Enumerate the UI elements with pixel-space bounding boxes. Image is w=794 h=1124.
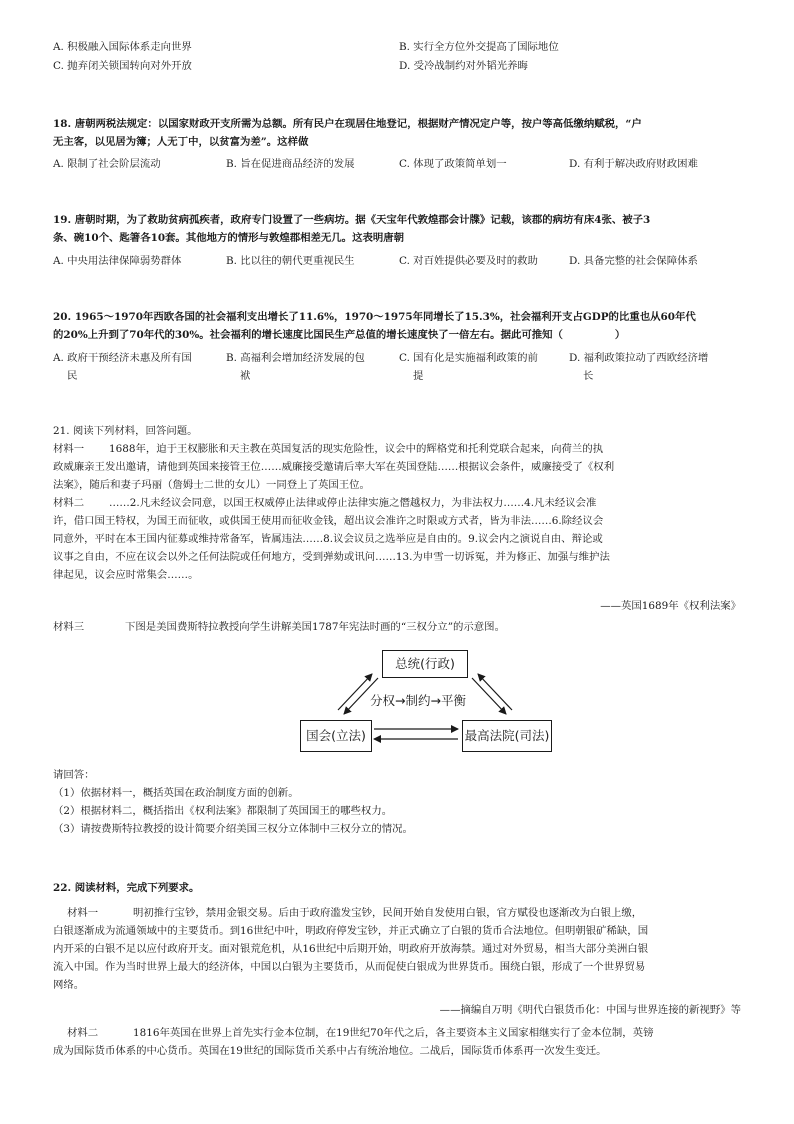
q21-material2-line3: 同意外，平时在本王国内征募或维持常备军，皆属违法……8.议会议员之选举应是自由的。9.议会内之演说自由、辩论或 <box>53 533 603 545</box>
q21-material1-line3: 法案》，随后和妻子玛丽（詹姆士二世的女儿）一同登上了英国王位。 <box>53 479 370 491</box>
executive-box: 总统(行政) <box>382 650 468 678</box>
legislative-box: 国会(立法) <box>300 720 372 752</box>
question-19 <box>53 211 753 247</box>
q22-material2 <box>53 1024 745 1060</box>
q19-option-b[interactable]: B. 比以往的朝代更重视民生 <box>226 255 355 267</box>
q20-option-c[interactable]: C. 国有化是实施福利政策的前 提 <box>399 352 538 382</box>
question-21 <box>53 422 745 584</box>
q22-material1-label: 材料一 <box>67 907 99 919</box>
q21-material1-line1: 1688年，迫于王权膨胀和天主教在英国复活的现实危险性，议会中的辉格党和托利党联合起来，向荷兰的执 <box>109 443 604 455</box>
separation-of-powers-diagram <box>298 648 552 764</box>
q17-options-row1 <box>53 38 753 56</box>
q19-options <box>53 252 773 270</box>
q22-material2-line2: 成为国际货币体系的中心货币。英国在19世纪的国际货币关系中占有统治地位。二战后，国际货币体系再一次发生变迁。 <box>53 1045 607 1057</box>
question-20 <box>53 308 753 344</box>
q19-stem-line1: 唐朝时期，为了救助贫病孤疾者，政府专门设置了一些病坊。据《天宝年代敦煌郡会计牒》记载，该郡的病坊有床4张、被子3 <box>74 214 651 226</box>
question-18 <box>53 115 753 151</box>
q21-material2-line1: ……2.凡未经议会同意，以国王权威停止法律或停止法律实施之僭越权力，为非法权力……4.凡未经议会准 <box>109 497 597 509</box>
q22-material1-line3: 内开采的白银不足以应付政府开支。面对银荒危机，从16世纪中后期开始，明政府开放海禁。通过对外贸易，相当大部分美洲白银 <box>53 943 649 955</box>
q21-material1-line2: 政威廉亲王发出邀请，请他到英国来接管王位……威廉接受邀请后率大军在英国登陆……根据议会条件，威廉接受了《权利 <box>53 461 615 473</box>
q22-material1-line5: 网络。 <box>53 979 85 991</box>
q17-options-row2 <box>53 57 753 75</box>
question-22 <box>53 879 745 897</box>
q18-options <box>53 155 773 173</box>
diagram-center-label: 分权→制约→平衡 <box>370 693 466 708</box>
q18-option-c[interactable]: C. 体现了政策简单划一 <box>399 158 507 170</box>
q20-number: 20. <box>53 311 72 323</box>
q21-ask-1: （1）依据材料一，概括英国在政治制度方面的创新。 <box>53 787 299 799</box>
q20-option-a[interactable]: A. 政府干预经济未惠及所有国 民 <box>53 352 192 382</box>
q17-option-c[interactable]: C. 抛弃闭关锁国转向对外开放 <box>53 60 192 72</box>
q20-stem-line1: 1965～1970年西欧各国的社会福利支出增长了11.6%，1970～1975年同增长了15.3%，社会福利开支占GDP的比重也从60年代 <box>74 311 696 323</box>
q22-material1-source: ——摘编自万明《明代白银货币化：中国与世界连接的新视野》等 <box>439 1004 741 1016</box>
q19-option-c[interactable]: C. 对百姓提供必要及时的救助 <box>399 255 538 267</box>
q20-option-d[interactable]: D. 福利政策拉动了西欧经济增 长 <box>569 352 709 382</box>
q21-material2-label: 材料二 <box>53 497 85 509</box>
q22-material1-line4: 流入中国。作为当时世界上最大的经济体，中国以白银为主要货币，从而促使白银成为世界货币。围绕白银，形成了一个世界贸易 <box>53 961 646 973</box>
q21-ask-2: （2）根据材料二，概括指出《权利法案》都限制了英国国王的哪些权力。 <box>53 805 393 817</box>
q19-option-a[interactable]: A. 中央用法律保障弱势群体 <box>53 255 182 267</box>
q22-material2-label: 材料二 <box>67 1027 99 1039</box>
q18-option-b[interactable]: B. 旨在促进商品经济的发展 <box>226 158 355 170</box>
q19-option-d[interactable]: D. 具备完整的社会保障体系 <box>569 255 698 267</box>
q21-material2-source: ——英国1689年《权利法案》 <box>600 600 741 612</box>
q21-intro: 21. 阅读下列材料，回答问题。 <box>53 425 198 437</box>
q20-option-b[interactable]: B. 高福利会增加经济发展的包 袱 <box>226 352 365 382</box>
q18-stem-line1: 唐朝两税法规定：以国家财政开支所需为总额。所有民户在现居住地登记，根据财产情况定户等，按户等高低缴纳赋税，“户 <box>74 118 642 130</box>
q22-material1 <box>53 904 745 994</box>
q22-material1-line1: 明初推行宝钞，禁用金银交易。后由于政府滥发宝钞，民间开始自发使用白银，官方赋役也逐渐改为白银上缴， <box>133 907 643 919</box>
q17-option-a[interactable]: A. 积极融入国际体系走向世界 <box>53 41 192 53</box>
q21-ask-3: （3）请按费斯特拉教授的设计简要介绍美国三权分立体制中三权分立的情况。 <box>53 823 413 835</box>
q18-stem-line2: 无主客，以见居为簿；人无丁中，以贫富为差”。这样做 <box>53 136 309 148</box>
q20-stem-line2: 的20%上升到了70年代的30%。社会福利的增长速度比国民生产总值的增长速度快了一倍左右。据此可推知（ ） <box>53 329 626 341</box>
q22-intro: 22. 阅读材料，完成下列要求。 <box>53 882 200 894</box>
q21-material3-label: 材料三 <box>53 621 85 633</box>
q21-material2-line2: 许，借口国王特权，为国王而征收，或供国王使用而征收金钱，超出议会准许之时限或方式者，皆为非法……6.除经议会 <box>53 515 604 527</box>
q21-material2-line4: 议事之自由，不应在议会以外之任何法院或任何地方，受到弹劾或讯问……13.为申雪一切诉冤，并为修正、加强与维护法 <box>53 551 610 563</box>
q21-material1-label: 材料一 <box>53 443 85 455</box>
q22-material2-line1: 1816年英国在世界上首先实行金本位制，在19世纪70年代之后，各主要资本主义国家相继实行了金本位制，英镑 <box>133 1027 654 1039</box>
q20-options <box>53 349 773 389</box>
q18-option-a[interactable]: A. 限制了社会阶层流动 <box>53 158 161 170</box>
q21-ask: 请回答： <box>53 769 95 781</box>
q17-option-b[interactable]: B. 实行全方位外交提高了国际地位 <box>399 41 559 53</box>
q19-stem-line2: 条、碗10个、匙箸各10套。其他地方的情形与敦煌郡相差无几。这表明唐朝 <box>53 232 405 244</box>
judicial-box: 最高法院(司法) <box>462 720 552 752</box>
q18-number: 18. <box>53 118 72 130</box>
q17-option-d[interactable]: D. 受冷战制约对外韬光养晦 <box>399 60 528 72</box>
q19-number: 19. <box>53 214 72 226</box>
q22-material1-line2: 白银逐渐成为流通领域中的主要货币。到16世纪中叶，明政府停发宝钞，并正式确立了白银的货币合法地位。但明朝银矿稀缺，国 <box>53 925 649 937</box>
q21-material3-text: 下图是美国费斯特拉教授向学生讲解美国1787年宪法时画的“三权分立”的示意图。 <box>125 621 505 633</box>
q18-option-d[interactable]: D. 有利于解决政府财政困难 <box>569 158 698 170</box>
q21-questions <box>53 766 745 838</box>
q21-material2-line5: 律起见，议会应时常集会……。 <box>53 569 199 581</box>
